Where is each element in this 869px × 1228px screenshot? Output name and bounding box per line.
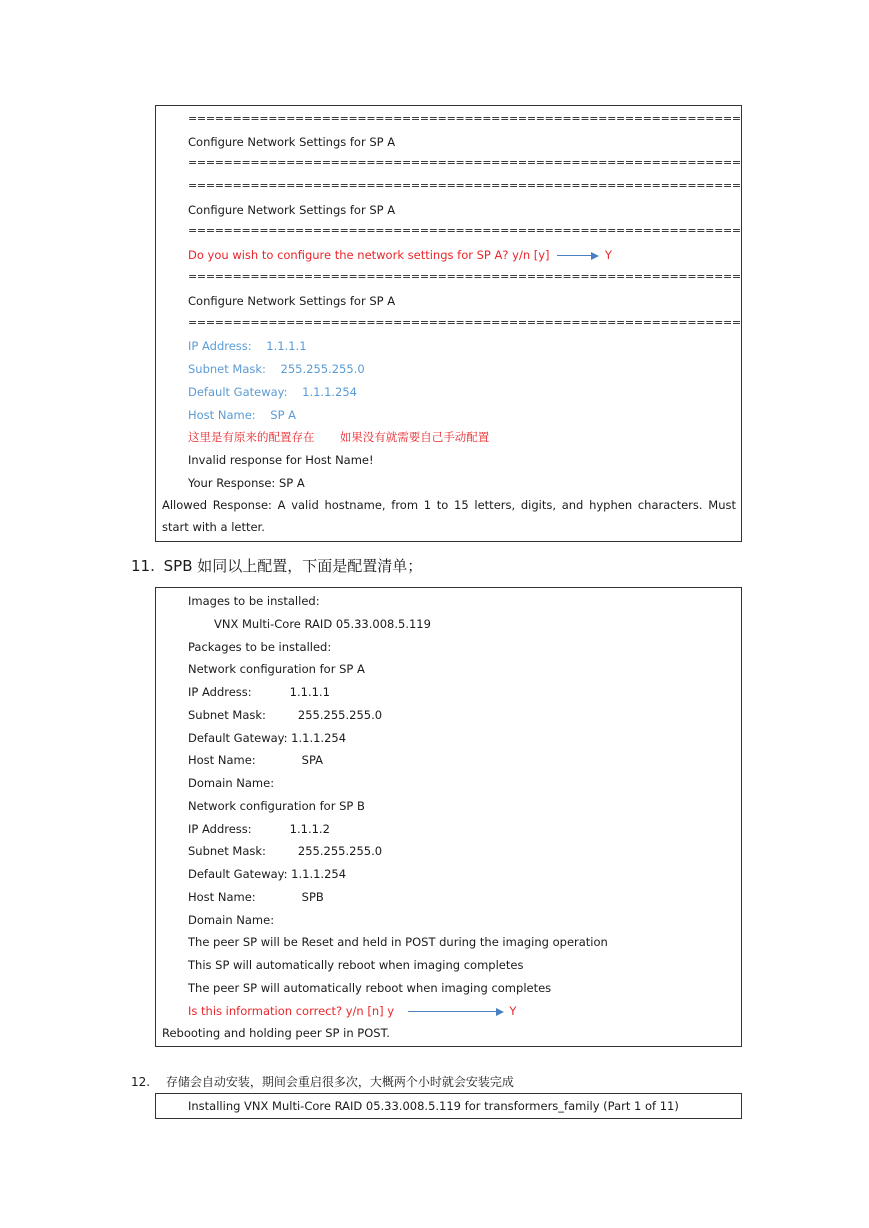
separator-line: ==============================================================	[188, 270, 741, 283]
peer-sp-reboot-line: The peer SP will automatically reboot when imaging completes	[188, 981, 552, 995]
allowed-response-text: Allowed Response: A valid hostname, from 1 to 15 letters, digits, and hyphen characters. Must start with a letter.	[162, 498, 736, 534]
images-label: Images to be installed:	[188, 594, 320, 608]
host-label: Host Name:	[188, 890, 256, 904]
configure-prompt-answer: Y	[604, 248, 612, 262]
step-12-heading	[131, 1073, 514, 1090]
step-11-heading	[131, 555, 422, 576]
terminal-box-config-list	[155, 587, 742, 1047]
your-response-line: Your Response: SP A	[188, 476, 305, 490]
step-number: 11.	[131, 557, 155, 575]
note-part-1: 这里是有原来的配置存在	[188, 430, 315, 444]
step-text: 存储会自动安装，期间会重启很多次，大概两个小时就会安装完成	[165, 1075, 514, 1089]
domain-name-sp-b: Domain Name:	[188, 913, 275, 927]
gateway-sp-a: Default Gateway: 1.1.1.254	[188, 731, 347, 745]
host-value: SPB	[301, 890, 324, 904]
step-text: SPB 如同以上配置，下面是配置清单；	[163, 557, 423, 575]
ip-address-line: IP Address: 1.1.1.1	[188, 339, 307, 353]
ip-label: IP Address:	[188, 822, 252, 836]
note-part-2: 如果没有就需要自己手动配置	[339, 430, 490, 444]
host-value: SPA	[301, 753, 324, 767]
host-name-line: Host Name: SP A	[188, 408, 297, 422]
ip-value: 1.1.1.2	[289, 822, 330, 836]
domain-name-sp-a: Domain Name:	[188, 776, 275, 790]
image-name: VNX Multi-Core RAID 05.33.008.5.119	[214, 617, 431, 631]
config-title: Configure Network Settings for SP A	[188, 203, 396, 217]
ip-label: IP Address:	[188, 685, 252, 699]
subnet-mask-sp-b	[188, 844, 382, 858]
net-config-sp-b: Network configuration for SP B	[188, 799, 365, 813]
packages-label: Packages to be installed:	[188, 640, 332, 654]
terminal-box-installing	[155, 1093, 742, 1119]
host-name-sp-b	[188, 890, 324, 904]
confirm-prompt-text: Is this information correct? y/n [n] y	[188, 1004, 395, 1018]
configure-prompt-text: Do you wish to configure the network settings for SP A? y/n [y]	[188, 248, 550, 262]
config-title: Configure Network Settings for SP A	[188, 294, 396, 308]
installing-line: Installing VNX Multi-Core RAID 05.33.008.5.119 for transformers_family (Part 1 of 11)	[188, 1099, 679, 1113]
peer-reset-line: The peer SP will be Reset and held in POST during the imaging operation	[188, 935, 608, 949]
separator-line: ==============================================================	[188, 316, 741, 329]
separator-line: ==============================================================	[188, 112, 741, 125]
separator-line: ==============================================================	[188, 156, 741, 169]
arrow-right-icon	[408, 1008, 504, 1016]
net-config-sp-a: Network configuration for SP A	[188, 662, 365, 676]
ip-address-sp-a	[188, 685, 330, 699]
rebooting-line: Rebooting and holding peer SP in POST.	[162, 1026, 390, 1040]
subnet-mask-line: Subnet Mask: 255.255.255.0	[188, 362, 365, 376]
confirm-prompt	[188, 1004, 516, 1018]
step-number: 12.	[131, 1075, 151, 1089]
ip-address-sp-b	[188, 822, 330, 836]
terminal-box-sp-a	[155, 105, 742, 542]
host-name-sp-a	[188, 753, 323, 767]
subnet-label: Subnet Mask:	[188, 708, 266, 722]
existing-config-note	[188, 430, 489, 444]
subnet-mask-sp-a	[188, 708, 382, 722]
configure-prompt	[188, 248, 612, 262]
arrow-right-icon	[557, 252, 599, 260]
subnet-value: 255.255.255.0	[297, 844, 383, 858]
config-title: Configure Network Settings for SP A	[188, 135, 396, 149]
confirm-prompt-answer: Y	[509, 1004, 517, 1018]
this-sp-reboot-line: This SP will automatically reboot when imaging completes	[188, 958, 524, 972]
subnet-value: 255.255.255.0	[297, 708, 383, 722]
gateway-sp-b: Default Gateway: 1.1.1.254	[188, 867, 347, 881]
default-gateway-line: Default Gateway: 1.1.1.254	[188, 385, 358, 399]
subnet-label: Subnet Mask:	[188, 844, 266, 858]
host-label: Host Name:	[188, 753, 256, 767]
separator-line: ==============================================================	[188, 224, 741, 237]
separator-line: ==============================================================	[188, 179, 741, 192]
invalid-response-line: Invalid response for Host Name!	[188, 453, 374, 467]
ip-value: 1.1.1.1	[289, 685, 330, 699]
